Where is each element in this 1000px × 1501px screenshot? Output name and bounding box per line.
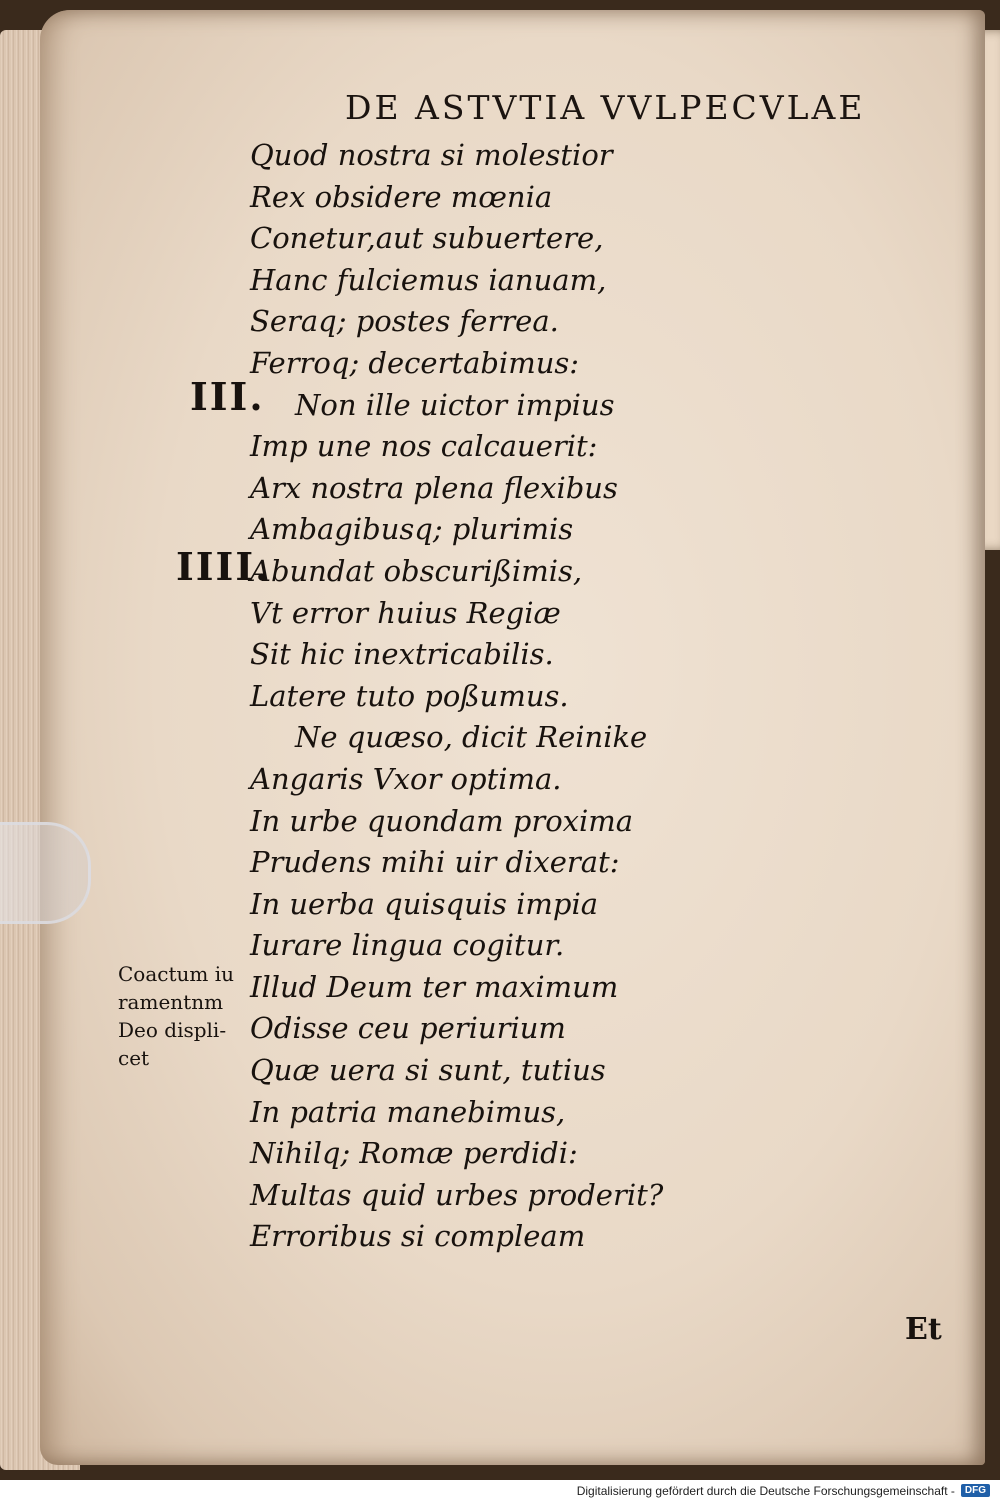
verse-line: In urbe quondam proxima — [250, 803, 634, 838]
verse-line: Arx nostra plena flexibus — [250, 470, 618, 505]
running-head: DE ASTVTIA VVLPECVLAE — [345, 88, 866, 127]
marginal-note-line: Coactum iu — [118, 962, 234, 986]
verse-line: Angaris Vxor optima. — [250, 761, 562, 796]
verse-line: Iurare lingua cogitur. — [250, 928, 565, 963]
section-number-3: III. — [190, 374, 265, 419]
verse-line: Abundat obscurißimis, — [250, 553, 583, 588]
verse-line: Nihilq; Romæ perdidi: — [250, 1136, 578, 1171]
marginal-note-line: Deo displi- — [118, 1018, 227, 1042]
verse-line: In patria manebimus, — [250, 1094, 566, 1129]
verse-line: Illud Deum ter maximum — [250, 969, 619, 1004]
verse-line: Ambagibusq; plurimis — [250, 512, 574, 547]
dfg-logo: DFG — [961, 1484, 990, 1497]
catchword: Et — [905, 1312, 942, 1347]
marginal-note — [118, 960, 263, 1072]
footer-credit: Digitalisierung gefördert durch die Deutsche Forschungsgemeinschaft - — [576, 1483, 955, 1498]
marginal-note-line: cet — [118, 1046, 150, 1070]
verse-line: Quæ uera si sunt, tutius — [250, 1053, 606, 1088]
footer-bar — [0, 1480, 1000, 1501]
marginal-note-line: ramentnm — [118, 990, 224, 1014]
verse-line: Seraq; postes ferrea. — [250, 304, 559, 339]
section-number-4: IIII. — [176, 544, 271, 589]
verse-line: Quod nostra si molestior — [250, 138, 613, 172]
verse-line: Ne quæso, dicit Reinike — [295, 720, 648, 755]
verse-line: Prudens mihi uir dixerat: — [250, 845, 620, 880]
verse-line: Multas quid urbes proderit? — [250, 1177, 664, 1212]
verse-line: Conetur,aut subuertere, — [250, 221, 604, 256]
verse-line: Non ille uictor impius — [295, 387, 615, 422]
page-clip — [0, 822, 91, 924]
verse-line: In uerba quisquis impia — [250, 886, 599, 921]
verse-line: Rex obsidere mœnia — [250, 179, 553, 214]
verse-line: Vt error huius Regiæ — [250, 595, 561, 630]
verse-line: Hanc fulciemus ianuam, — [250, 262, 607, 297]
verse-line: Odisse ceu periurium — [250, 1011, 566, 1046]
verse-line: Sit hic inextricabilis. — [250, 637, 554, 672]
verse-line: Imp une nos calcauerit: — [250, 429, 598, 464]
verse-list — [250, 135, 710, 1258]
verse-line: Ferroq; decertabimus: — [250, 345, 580, 380]
verse-line: Erroribus si compleam — [250, 1219, 586, 1254]
verse-line: Latere tuto poßumus. — [250, 678, 569, 713]
